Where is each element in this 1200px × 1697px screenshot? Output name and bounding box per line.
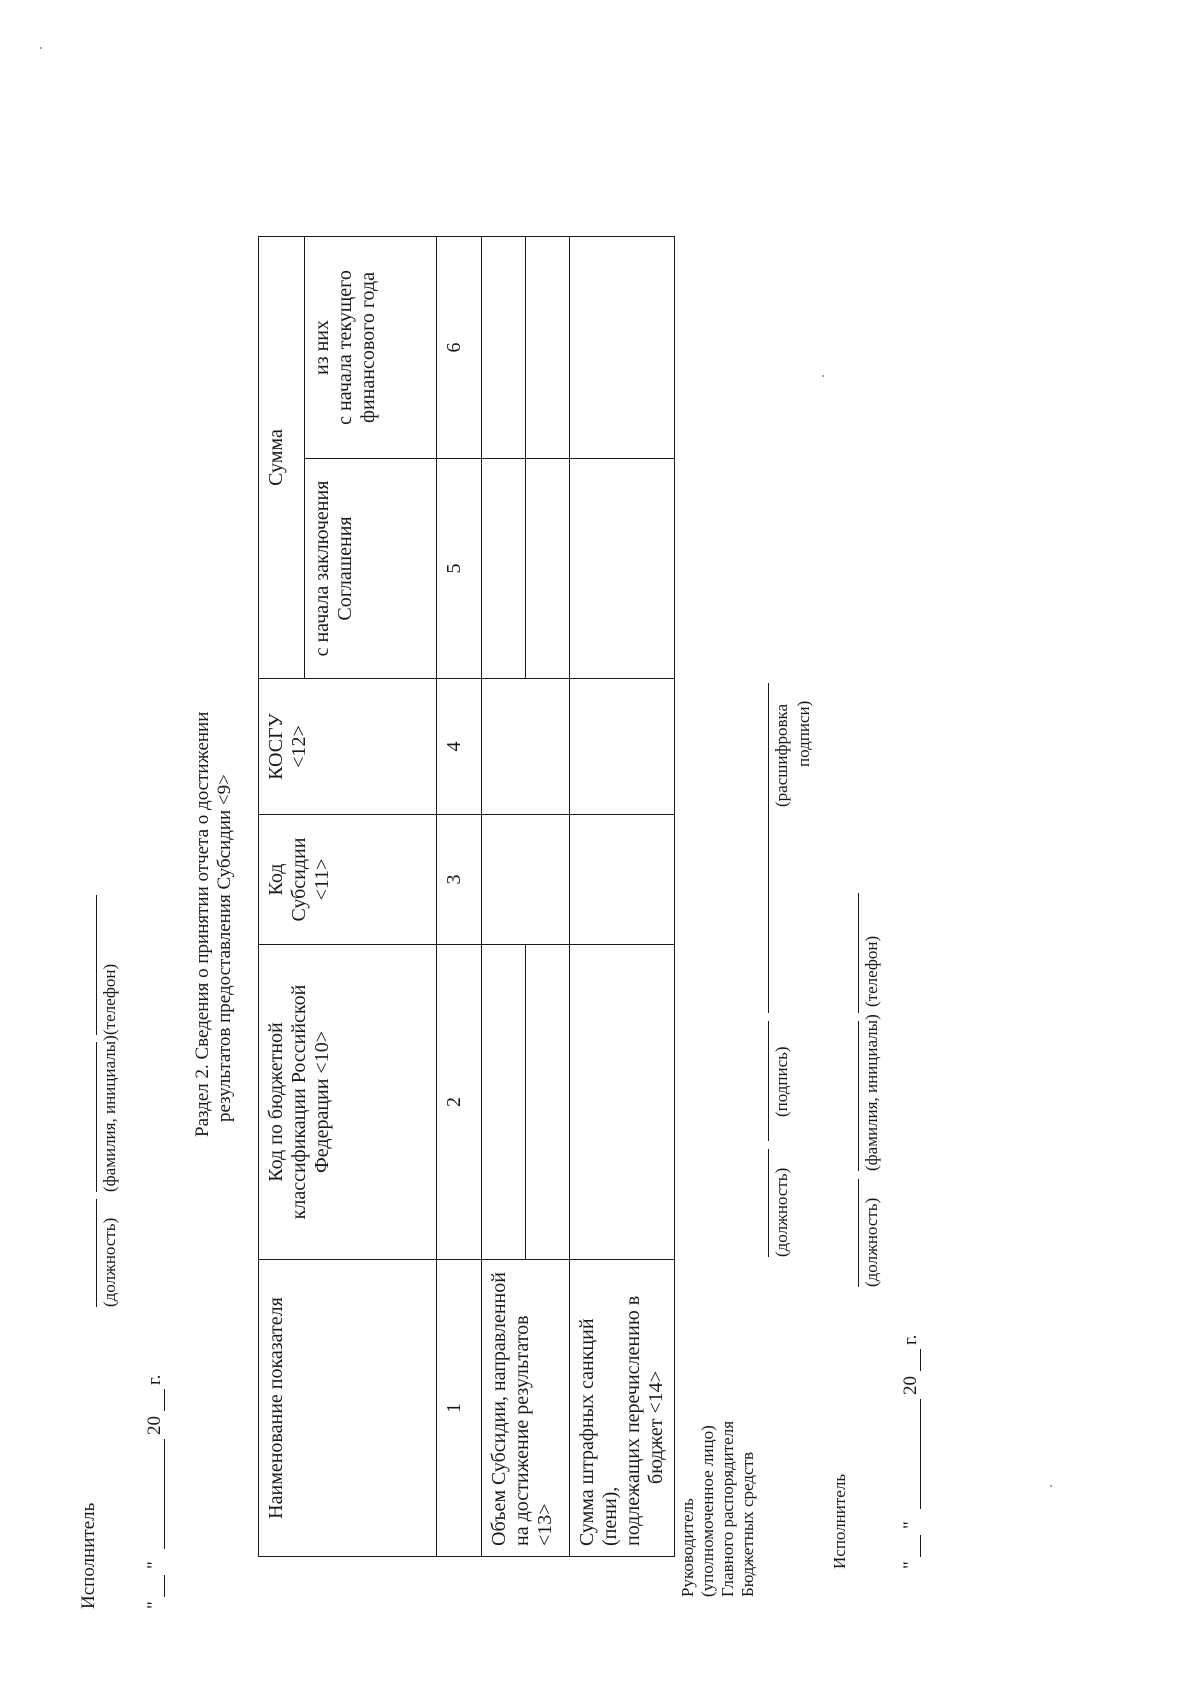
bottom-name-caption: (фамилия, инициалы) [862, 1014, 881, 1171]
table-cell[interactable] [570, 679, 675, 815]
col-number-6: 6 [437, 236, 482, 458]
executor-label: Исполнитель [78, 1502, 99, 1609]
header-indicator-name: Наименование показателя [259, 1260, 437, 1557]
header-subsidy-code: Код Субсидии <11> [259, 815, 437, 945]
table-number-row [437, 236, 482, 1556]
executor-label-bottom: Исполнитель [830, 1473, 849, 1569]
bottom-date-year-line [920, 1349, 921, 1371]
row-penalties-label: Сумма штрафных санкций (пени), подлежащих перечислению в бюджет <14> [570, 1260, 675, 1557]
bottom-date-month-line [920, 1399, 921, 1509]
table-cell[interactable] [570, 945, 675, 1260]
scan-speck [822, 375, 824, 377]
header-sum-current-year: из них с начала текущего финансового года [305, 236, 437, 458]
header-kosgu: КОСГУ <12> [259, 679, 437, 815]
table-cell[interactable] [526, 459, 570, 679]
head-decode-caption-line1: (расшифровка [772, 703, 791, 807]
col-number-5: 5 [437, 459, 482, 679]
head-signature-caption: (подпись) [772, 1046, 791, 1117]
row-subsidy-volume-label: Объем Субсидии, направленной на достижение результатов <13> [482, 1260, 570, 1557]
table-cell[interactable] [482, 679, 570, 815]
phone-caption: (телефон) [100, 963, 119, 1035]
head-label-line4: Бюджетных средств [738, 1451, 757, 1597]
table-cell[interactable] [482, 815, 570, 945]
results-table [258, 236, 675, 1557]
col-number-4: 4 [437, 679, 482, 815]
table-cell[interactable] [570, 459, 675, 679]
bottom-name-line [858, 1021, 859, 1171]
section-title-line1: Раздел 2. Сведения о принятии отчета о достижении [192, 711, 213, 1137]
date-suffix: г. [144, 1374, 165, 1385]
head-decode-caption-line2: подписи) [794, 700, 813, 767]
bottom-phone-line [858, 893, 859, 1013]
table-cell[interactable] [482, 945, 526, 1260]
table-cell[interactable] [570, 815, 675, 945]
date-year-line [164, 1389, 165, 1411]
table-row [482, 236, 526, 1556]
col-number-3: 3 [437, 815, 482, 945]
head-position-line [768, 1149, 769, 1257]
head-position-caption: (должность) [772, 1167, 791, 1257]
scan-speck [1050, 1485, 1052, 1487]
date-year: 20 [144, 1416, 165, 1435]
position-line [96, 1199, 97, 1307]
table-cell[interactable] [482, 459, 526, 679]
bottom-position-line [858, 1179, 859, 1287]
position-caption: (должность) [100, 1217, 119, 1307]
table-row [570, 236, 675, 1556]
col-number-1: 1 [437, 1260, 482, 1557]
bottom-date-day-line [920, 1535, 921, 1557]
head-label-line1: Руководитель [678, 1498, 697, 1597]
table-cell[interactable] [526, 945, 570, 1260]
bottom-date-quote-close: " [900, 1521, 921, 1529]
header-budget-code: Код по бюджетной классификации Российской Федерации <10> [259, 945, 437, 1260]
name-line [96, 1042, 97, 1192]
head-label-line2: (уполномоченное лицо) [698, 1425, 717, 1597]
table-cell[interactable] [526, 236, 570, 458]
head-signature-line [768, 1021, 769, 1141]
bottom-date-year: 20 [900, 1376, 921, 1395]
table-cell[interactable] [570, 236, 675, 458]
phone-line [96, 895, 97, 1035]
col-number-2: 2 [437, 945, 482, 1260]
table-cell[interactable] [482, 236, 526, 458]
header-sum-since-agreement: с начала заключения Соглашения [305, 459, 437, 679]
name-caption: (фамилия, инициалы) [100, 1035, 119, 1192]
head-label-line3: Главного распорядителя [718, 1420, 737, 1597]
bottom-date-suffix: г. [900, 1334, 921, 1345]
scan-speck [40, 47, 42, 49]
date-quote-close: " [144, 1561, 165, 1569]
date-quote-open: " [144, 1601, 165, 1609]
section-title-line2: результатов предоставления Субсидии <9> [214, 774, 235, 1122]
head-decode-line [768, 683, 769, 1013]
date-month-line [164, 1439, 165, 1549]
date-day-line [164, 1575, 165, 1597]
bottom-phone-caption: (телефон) [862, 935, 881, 1007]
bottom-date-quote-open: " [900, 1561, 921, 1569]
header-sum: Сумма [259, 236, 305, 678]
bottom-position-caption: (должность) [862, 1197, 881, 1287]
